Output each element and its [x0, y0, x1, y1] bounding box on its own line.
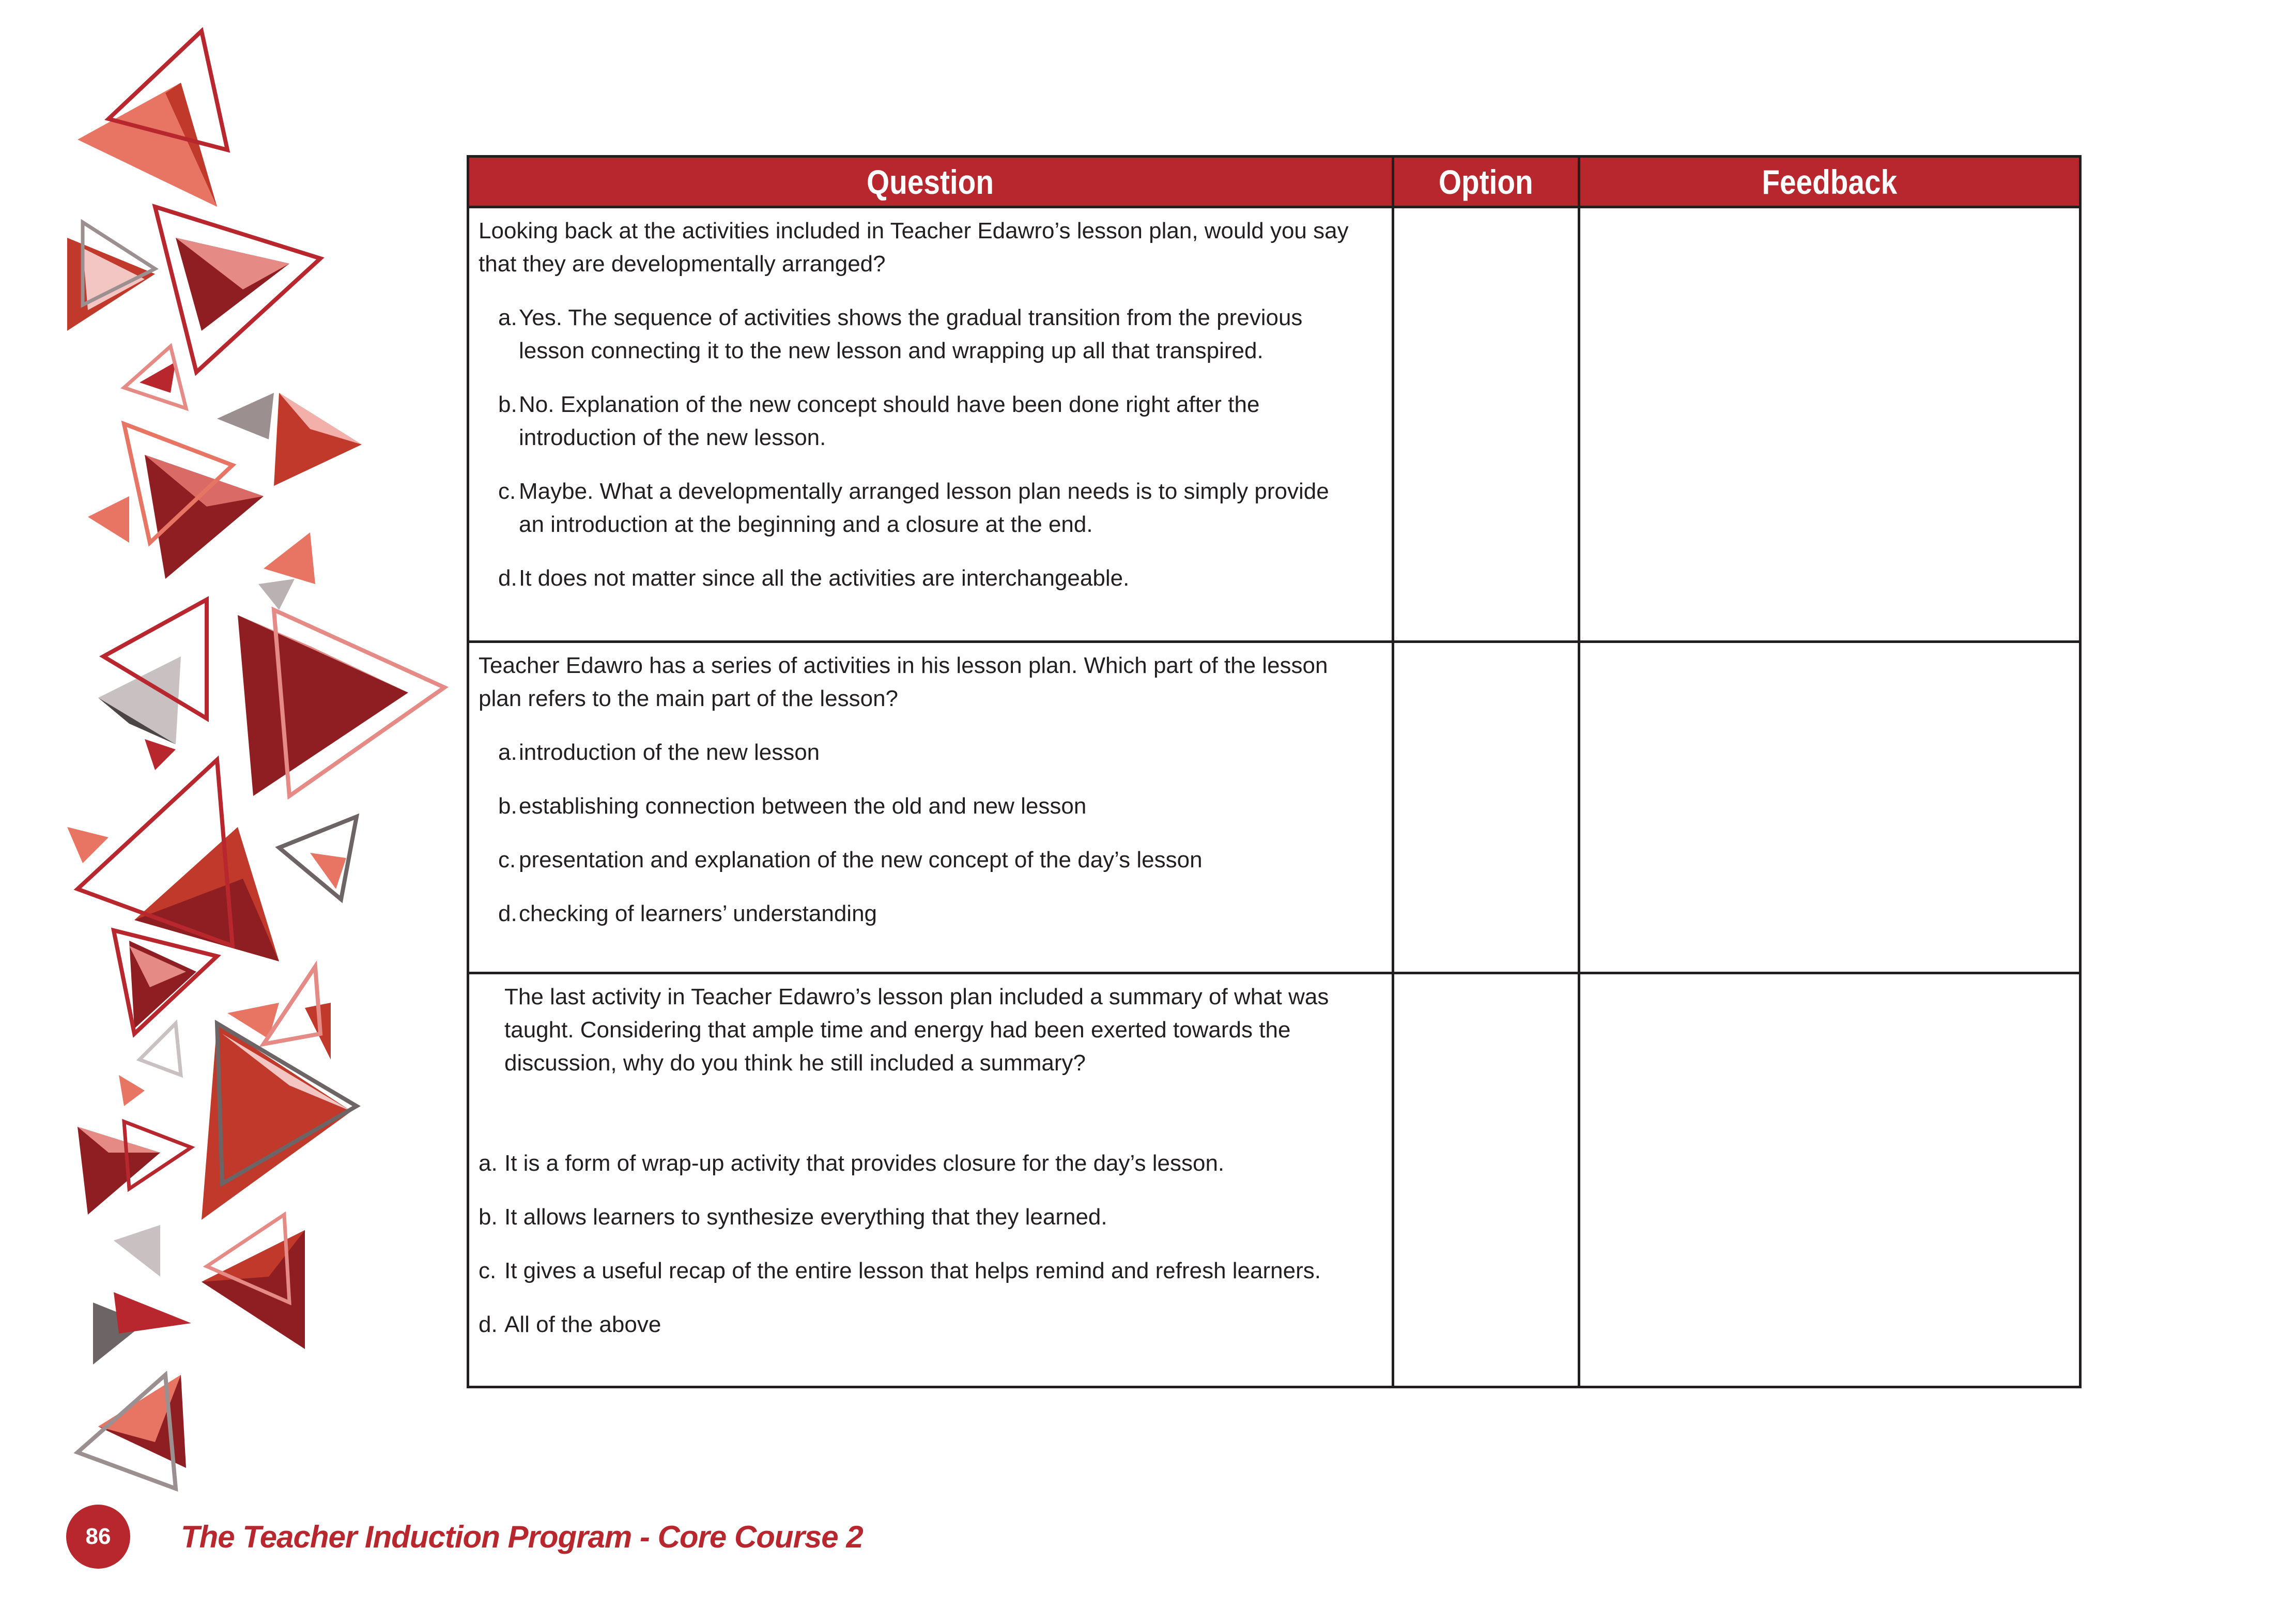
answer-option [479, 1254, 1350, 1288]
feedback-cell[interactable] [1579, 207, 2081, 642]
option-text: It does not matter since all the activities are interchangeable. [519, 565, 1130, 591]
answer-option [498, 790, 1350, 823]
option-text: presentation and explanation of the new concept of the day’s lesson [519, 847, 1203, 873]
answer-option [498, 562, 1350, 595]
question-stem: Looking back at the activities included in Teacher Edawro’s lesson plan, would you say that they are developmentally arranged? [479, 218, 1349, 277]
option-answer-cell[interactable] [1393, 642, 1579, 973]
question-stem: The last activity in Teacher Edawro’s lesson plan included a summary of what was taught. Considering that ample time and energy had been exerted towards the discussion, why do you think he still included a summary? [504, 984, 1329, 1076]
option-text: All of the above [504, 1311, 661, 1337]
question-column-header: Question [468, 157, 1393, 207]
question-cell [468, 973, 1393, 1387]
option-text: establishing connection between the old and new lesson [519, 793, 1087, 819]
triangle-shape [88, 496, 129, 543]
table-header-row [468, 157, 2081, 207]
answer-option [498, 736, 1350, 769]
option-letter: d. [498, 565, 517, 591]
option-letter: b. [498, 392, 517, 417]
option-letter: a. [498, 740, 517, 765]
option-text: It gives a useful recap of the entire lesson that helps remind and refresh learners. [504, 1258, 1321, 1283]
feedback-cell[interactable] [1579, 642, 2081, 973]
answer-options [469, 736, 1392, 930]
answer-option [498, 301, 1350, 367]
triangle-shape [258, 579, 295, 610]
table-row [468, 973, 2081, 1387]
option-letter: d. [498, 901, 517, 927]
option-letter: a. [498, 305, 517, 330]
option-letter: c. [479, 1258, 497, 1283]
option-answer-cell[interactable] [1393, 207, 1579, 642]
triangle-shape [119, 1075, 145, 1106]
triangle-shape [145, 739, 176, 770]
option-answer-cell[interactable] [1393, 973, 1579, 1387]
option-letter: c. [498, 847, 516, 873]
option-column-header: Option [1393, 157, 1579, 207]
triangle-shape [145, 455, 264, 579]
triangle-shape [217, 393, 274, 439]
triangle-outline [140, 1023, 181, 1075]
option-text: checking of learners’ understanding [519, 901, 877, 927]
answer-options [469, 1147, 1392, 1341]
question-stem: Teacher Edawro has a series of activities in his lesson plan. Which part of the lesson plan refers to the main part of the lesson? [479, 653, 1328, 712]
option-text: Yes. The sequence of activities shows the gradual transition from the previous lesson connecting it to the new lesson and wrapping up all that transpired. [519, 305, 1303, 363]
feedback-column-header: Feedback [1579, 157, 2081, 207]
triangle-shape [140, 362, 176, 393]
triangle-shape [114, 1292, 191, 1334]
answer-option [498, 388, 1350, 454]
triangle-shape [238, 615, 408, 796]
answer-option [498, 475, 1350, 541]
option-text: No. Explanation of the new concept should have been done right after the introduction of the new lesson. [519, 392, 1260, 450]
page-footer [66, 1503, 863, 1570]
decorative-triangles [0, 0, 465, 1624]
answer-option [498, 844, 1350, 877]
answer-option [498, 897, 1350, 930]
option-text: introduction of the new lesson [519, 740, 820, 765]
question-cell [468, 642, 1393, 973]
triangle-shape [98, 656, 181, 744]
table-row [468, 207, 2081, 642]
triangle-shape [264, 532, 315, 584]
answer-option [479, 1201, 1350, 1234]
option-text: It allows learners to synthesize everything that they learned. [504, 1204, 1107, 1230]
question-cell [468, 207, 1393, 642]
triangle-shape [67, 827, 109, 863]
option-letter: c. [498, 479, 516, 504]
option-text: Maybe. What a developmentally arranged lesson plan needs is to simply provide an introduction at the beginning and a closure at the end. [519, 479, 1329, 537]
answer-option [479, 1308, 1350, 1341]
answer-option [479, 1147, 1350, 1180]
option-letter: d. [479, 1311, 498, 1337]
question-option-feedback-table [467, 155, 2082, 1388]
page-number-badge: 86 [66, 1505, 130, 1569]
option-letter: b. [479, 1204, 498, 1230]
footer-title: The Teacher Induction Program - Core Course 2 [181, 1519, 863, 1554]
option-letter: b. [498, 793, 517, 819]
answer-options [469, 301, 1392, 595]
triangle-shape [310, 853, 346, 889]
option-text: It is a form of wrap-up activity that provides closure for the day’s lesson. [504, 1150, 1225, 1176]
feedback-cell[interactable] [1579, 973, 2081, 1387]
triangle-shape [114, 1225, 160, 1277]
option-letter: a. [479, 1150, 498, 1176]
table-row [468, 642, 2081, 973]
